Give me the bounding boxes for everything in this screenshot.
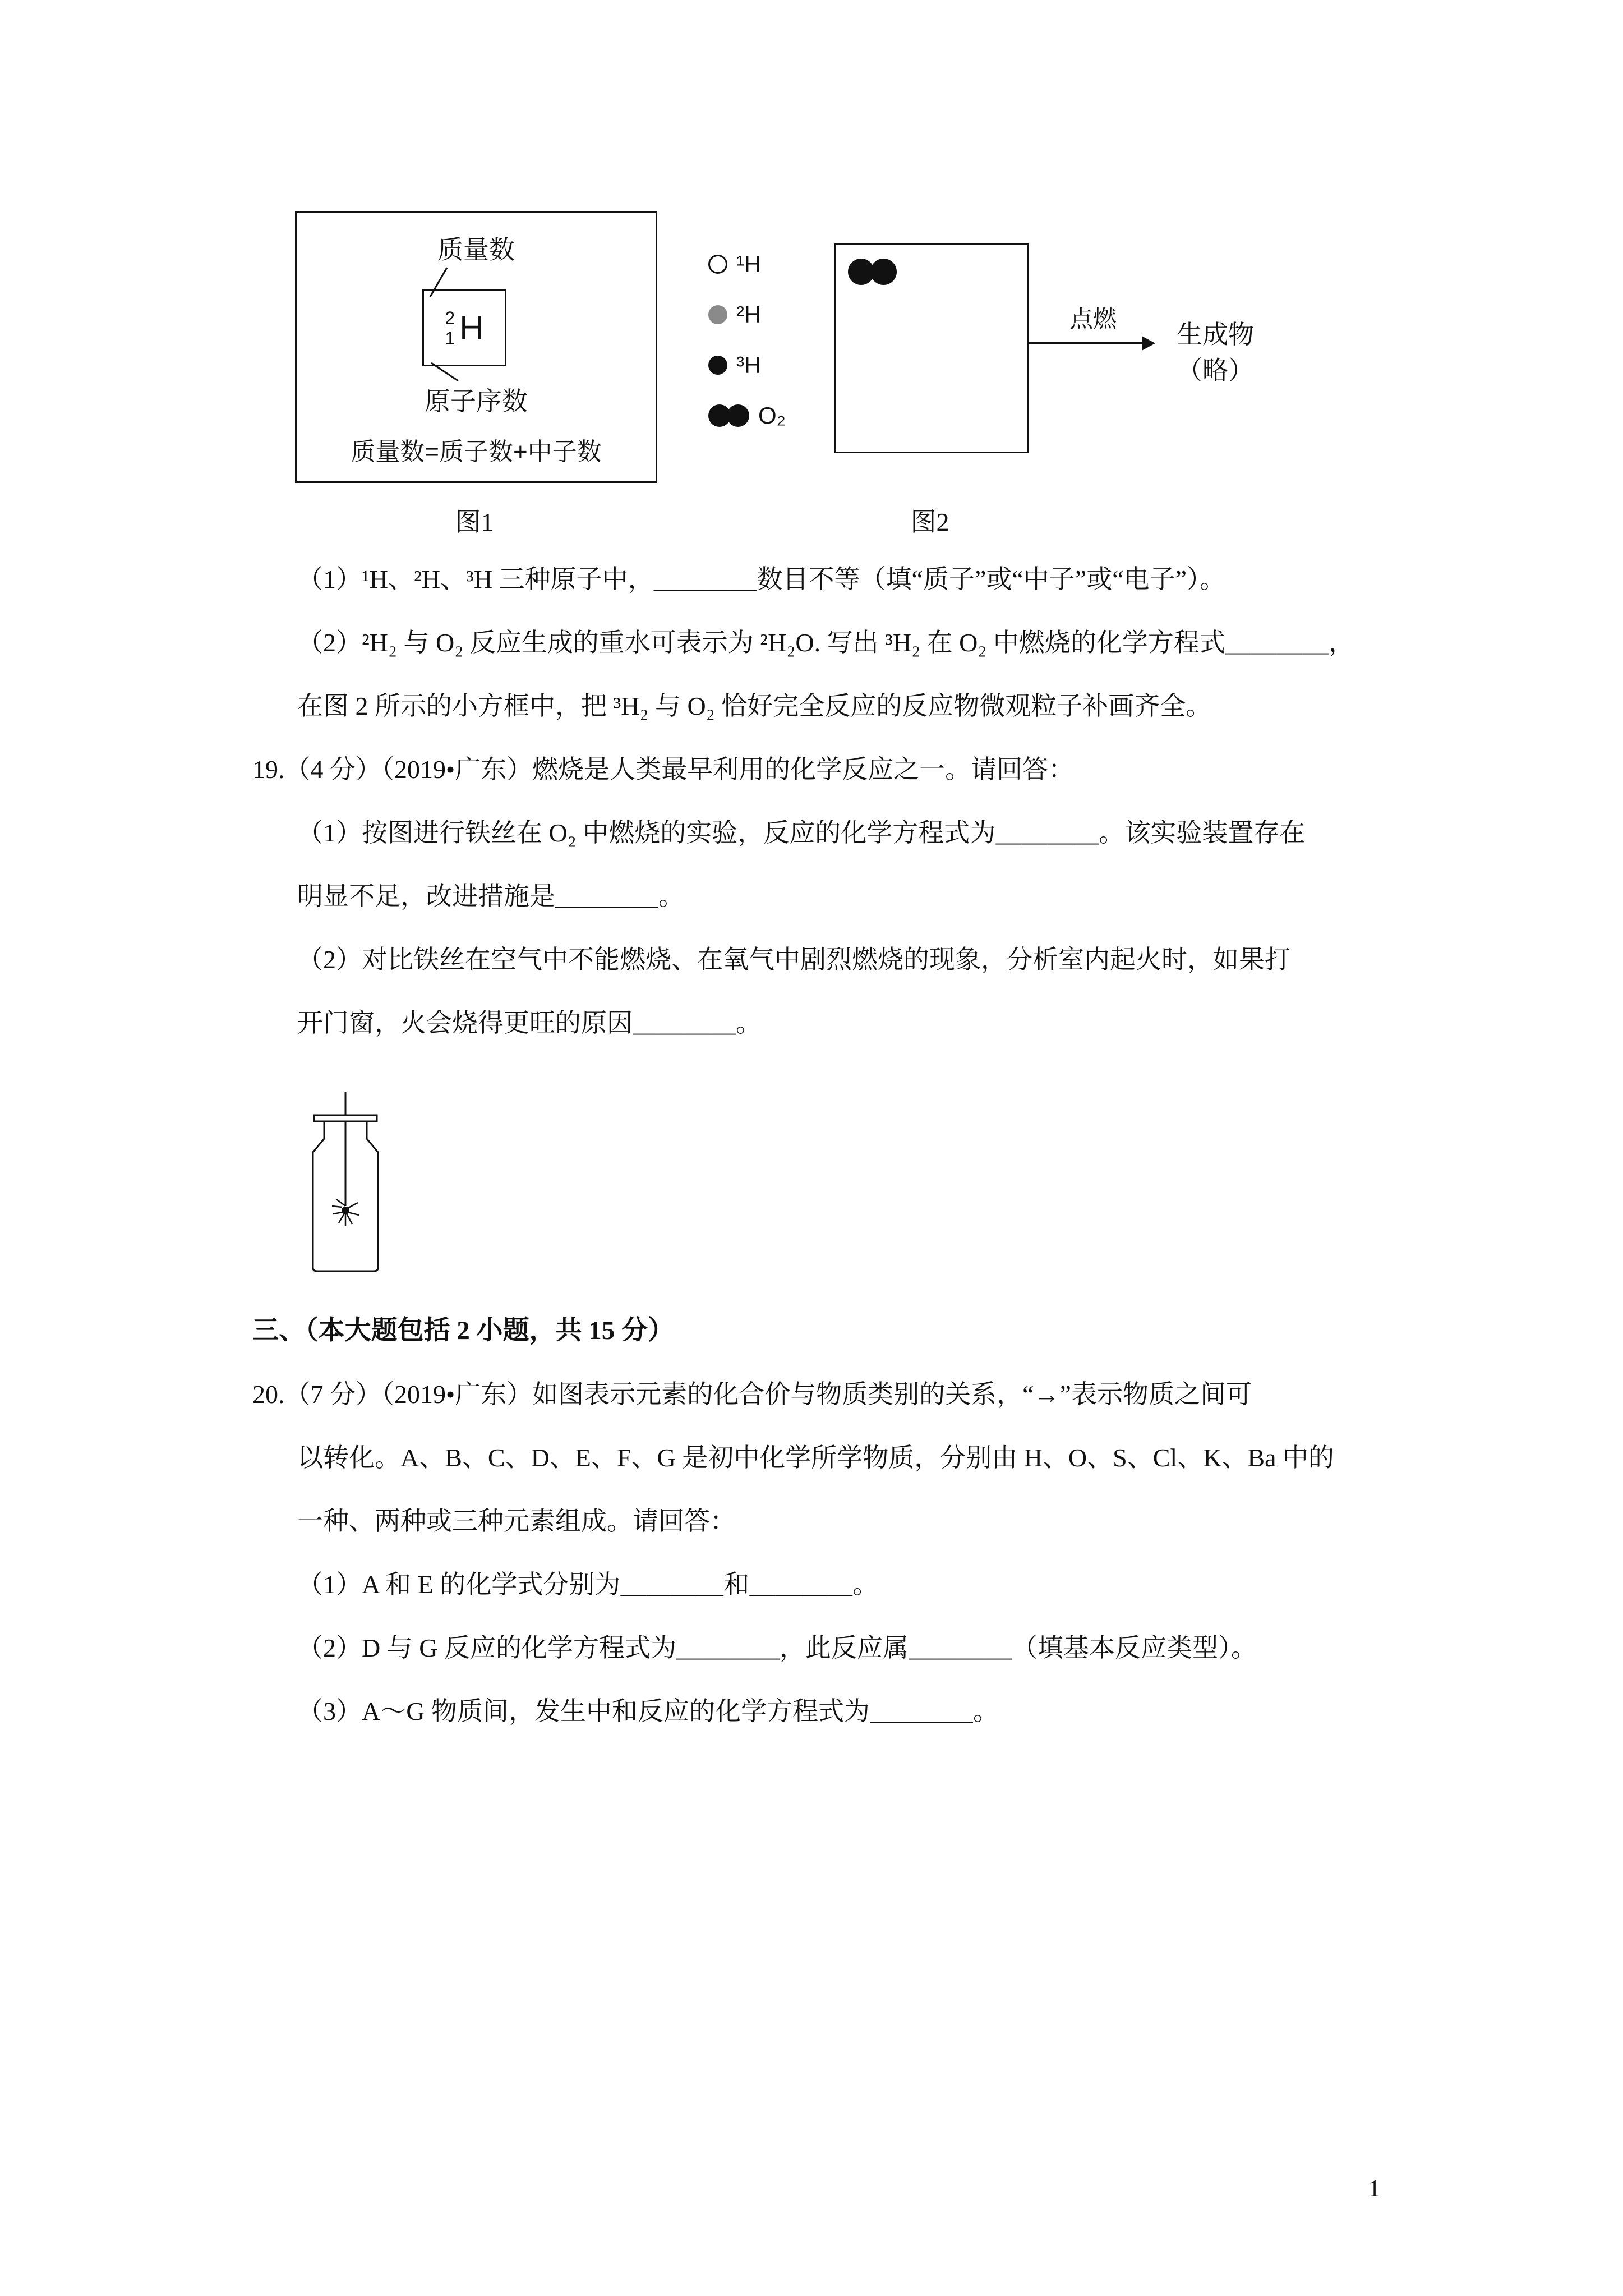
q20-part3: （3）A～G 物质间，发生中和反应的化学方程式为＿＿＿＿。 [297, 1697, 999, 1726]
figure1-caption: 图1 [455, 508, 494, 536]
q19-part1-line1: （1）按图进行铁丝在 O₂ 中燃烧的实验，反应的化学方程式为＿＿＿＿。该实验装置存在 [297, 818, 1306, 847]
product-line1: 生成物 [1177, 320, 1254, 349]
page-number: 1 [1368, 2176, 1380, 2202]
mass-number-label: 质量数 [437, 235, 515, 264]
product-line2: （略） [1177, 356, 1254, 385]
isotope-symbol-box [422, 289, 506, 366]
reaction-box [834, 243, 1029, 453]
q19-stem: 19.（4 分）（2019•广东）燃烧是人类最早利用的化学反应之一。请回答： [252, 755, 1075, 784]
right-arrow-icon [1029, 342, 1144, 344]
figures-row [252, 211, 1393, 547]
q20-stem-line2: 以转化。A、B、C、D、E、F、G 是初中化学所学物质，分别由 H、O、S、Cl、K、Ba 中的 [297, 1443, 1335, 1472]
q20-stem-line3: 一种、两种或三种元素组成。请回答： [297, 1507, 736, 1535]
figure2-caption: 图2 [910, 508, 949, 536]
element-symbol: H [459, 309, 484, 347]
mass-number-value: 2 [445, 307, 455, 328]
legend-item [708, 390, 786, 441]
ignite-arrow-group [1029, 301, 1157, 344]
product-label [1177, 316, 1254, 388]
q20-part2: （2）D 与 G 反应的化学方程式为＿＿＿＿，此反应属＿＿＿＿（填基本反应类型）。 [297, 1634, 1257, 1662]
legend-item [708, 289, 786, 340]
gas-bottle-icon [297, 1089, 394, 1276]
q19-part1-line2: 明显不足，改进措施是＿＿＿＿。 [297, 882, 684, 910]
q20-part1: （1）A 和 E 的化学式分别为＿＿＿＿和＿＿＿＿。 [297, 1570, 879, 1599]
figure2-legend [708, 239, 786, 441]
q18-part1: （1）¹H、²H、³H 三种原子中，＿＿＿＿数目不等（填“质子”或“中子”或“电子”）。 [297, 565, 1226, 593]
legend-label: ²H [736, 301, 762, 328]
atomic-number-value: 1 [445, 328, 455, 348]
legend-label: ¹H [736, 251, 762, 277]
o2-molecule-icon [848, 259, 897, 285]
h1-atom-icon [708, 255, 727, 274]
q19-part2-line1: （2）对比铁丝在空气中不能燃烧、在氧气中剧烈燃烧的现象，分析室内起火时，如果打 [297, 945, 1290, 974]
q20-stem-line1: 20.（7 分）（2019•广东）如图表示元素的化合价与物质类别的关系，“→”表示物质之间可 [252, 1380, 1252, 1409]
isotope-numbers [445, 308, 455, 348]
mass-formula: 质量数=质子数+中子数 [351, 438, 602, 466]
legend-label: ³H [736, 352, 762, 378]
section3-heading: 三、（本大题包括 2 小题，共 15 分） [252, 1316, 674, 1345]
o2-molecule-icon [708, 404, 749, 427]
q18-part2-line1: （2）²H₂ 与 O₂ 反应生成的重水可表示为 ²H₂O. 写出 ³H₂ 在 O₂ 中燃烧的化学方程式＿＿＿＿， [297, 628, 1354, 657]
figure1-box [295, 211, 657, 483]
q19-part2-line2: 开门窗，火会烧得更旺的原因＿＿＿＿。 [297, 1009, 762, 1037]
atomic-number-label: 原子序数 [425, 386, 528, 416]
h3-atom-icon [708, 356, 727, 375]
legend-label: O₂ [758, 402, 786, 429]
page-content [252, 211, 1393, 1743]
ignite-label: 点燃 [1069, 306, 1117, 332]
h2-atom-icon [708, 305, 727, 324]
legend-item [708, 340, 786, 390]
legend-item [708, 239, 786, 289]
q18-part2-line2: 在图 2 所示的小方框中，把 ³H₂ 与 O₂ 恰好完全反应的反应物微观粒子补画齐全。 [297, 692, 1212, 720]
